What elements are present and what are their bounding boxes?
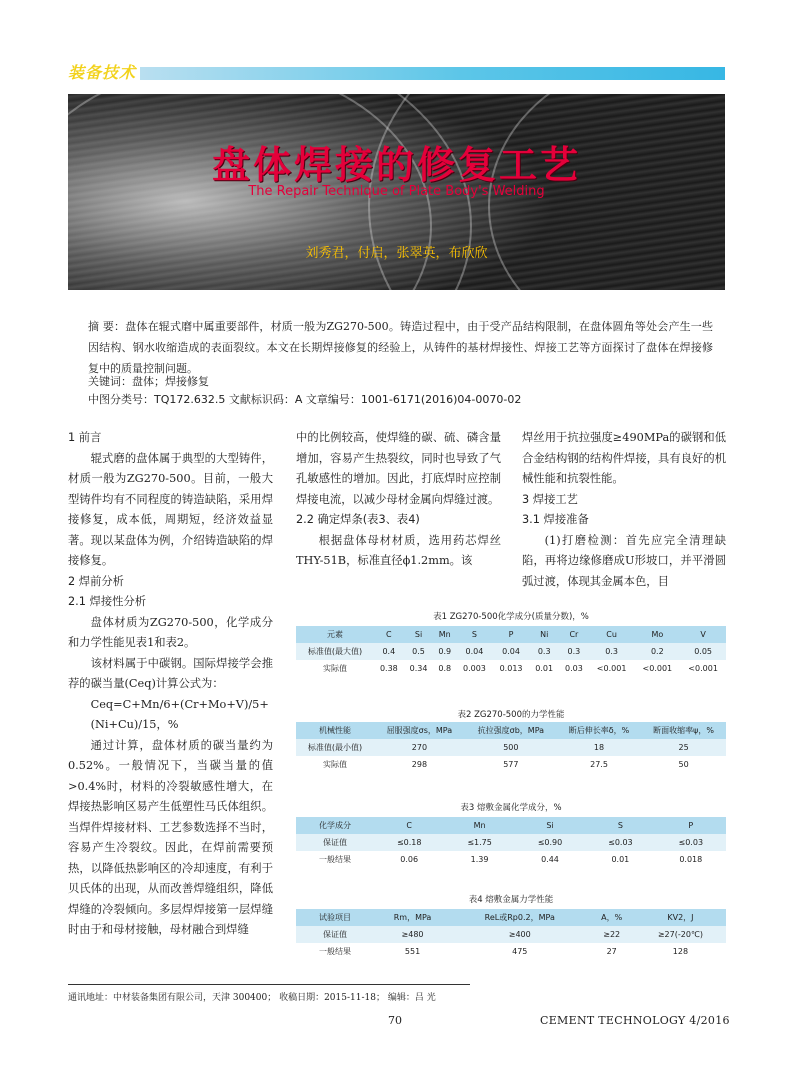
table-cell: 0.01 [529,660,559,677]
table-row [296,739,726,756]
body-column-1 [68,428,273,941]
page-number: 70 [388,1014,402,1027]
table-4-caption: 表4 熔敷金属力学性能 [468,895,554,905]
table-1-caption: 表1 ZG270-500化学成分(质量分数)，% [433,612,589,622]
table-cell: 抗拉强度σb，MPa [465,722,557,739]
table-cell: 0.013 [493,660,530,677]
table-cell: 0.2 [634,643,680,660]
paragraph: (1)打磨检测：首先应完全清理缺陷，再将边缘修磨成U形坡口，并平滑圆弧过渡，体现其金属本色，目 [522,533,726,588]
paragraph: Ceq=C+Mn/6+(Cr+Mo+V)/5+(Ni+Cu)/15，% [90,697,269,731]
table-cell: 0.9 [433,643,456,660]
table-cell: P [656,817,726,834]
table-cell: <0.001 [680,660,726,677]
keywords: 关键词：盘体；焊接修复 [88,375,209,388]
table-row [296,660,726,677]
table-2-caption: 表2 ZG270-500的力学性能 [457,710,565,720]
table-cell: 0.3 [589,643,635,660]
table-cell: ≤0.18 [374,834,444,851]
section-heading: 3 焊接工艺 [522,492,578,506]
table-3-caption: 表3 熔敷金属化学成分，% [460,803,562,813]
table-cell: ≤1.75 [444,834,514,851]
table-cell: 27 [588,943,634,960]
footnote: 通讯地址：中材装备集团有限公司，天津 300400； 收稿日期：2015-11-18； 编辑：吕 光 [68,993,436,1003]
table-cell: S [585,817,655,834]
body-column-3 [522,428,726,592]
table-cell: 0.04 [456,643,493,660]
table-cell: 500 [465,739,557,756]
table-cell: 0.5 [404,643,434,660]
table-cell: 0.34 [404,660,434,677]
table-cell: 化学成分 [296,817,374,834]
table-header-row [296,626,726,643]
section-heading: 2.1 焊接性分析 [68,595,147,608]
section-heading: 2.2 确定焊条(表3、表4) [296,513,420,526]
table-cell: ≥480 [374,926,451,943]
table-cell: Rm，MPa [374,909,451,926]
table-cell: Cu [589,626,635,643]
abstract [88,316,713,379]
table-header-row [296,722,726,739]
table-cell: 0.04 [493,643,530,660]
table-cell: ReL或Rp0.2，MPa [451,909,588,926]
table-cell: Mo [634,626,680,643]
table-cell: Ni [529,626,559,643]
table-cell: <0.001 [634,660,680,677]
table-cell: 保证值 [296,926,374,943]
table-header-row [296,817,726,834]
table-cell: 0.06 [374,851,444,868]
table-row [296,851,726,868]
table-cell: 0.38 [374,660,404,677]
article-authors: 刘秀君，付启，张翠英，布欣欣 [305,246,488,261]
article-title: 盘体焊接的修复工艺 [211,143,581,187]
table-cell: 0.44 [515,851,585,868]
table-cell: ≥27(-20℃) [635,926,726,943]
table-cell: C [374,817,444,834]
table-cell: 475 [451,943,588,960]
table-cell: S [456,626,493,643]
table-cell: 27.5 [557,756,641,773]
table-cell: 标准值(最大值) [296,643,374,660]
paragraph: 焊丝用于抗拉强度≥490MPa的碳钢和低合金结构钢的结构件焊接，具有良好的机械性能和抗裂性能。 [522,431,726,485]
table-cell: Si [404,626,434,643]
table-cell: 551 [374,943,451,960]
table-cell: KV2，J [635,909,726,926]
section-heading: 3.1 焊接准备 [522,513,589,526]
table-cell: 1.39 [444,851,514,868]
table-cell: 一般结果 [296,851,374,868]
table-cell: 保证值 [296,834,374,851]
table-cell: 机械性能 [296,722,374,739]
table-4 [296,909,726,960]
table-2 [296,722,726,773]
table-cell: 18 [557,739,641,756]
table-cell: 0.03 [559,660,589,677]
table-cell: 实际值 [296,660,374,677]
table-row [296,756,726,773]
table-cell: 0.05 [680,643,726,660]
section-heading: 2 焊前分析 [68,574,124,588]
table-cell: 0.018 [656,851,726,868]
table-cell: P [493,626,530,643]
table-cell: A，% [588,909,634,926]
table-cell: 试验项目 [296,909,374,926]
paragraph: 辊式磨的盘体属于典型的大型铸件，材质一般为ZG270-500。目前，一般大型铸件均有不同程度的铸造缺陷，采用焊接修复，成本低，周期短，经济效益显著。现以某盘体为例，介绍铸造缺陷的焊接修复。 [68,451,273,567]
article-subtitle: The Repair Technique of Plate Body's Welding [248,184,545,199]
table-cell: C [374,626,404,643]
body-column-2 [296,428,501,572]
table-cell: 断后伸长率δ，% [557,722,641,739]
table-cell: 298 [374,756,465,773]
table-cell: 50 [641,756,726,773]
paragraph: 中的比例较高，使焊缝的碳、硫、磷含量增加，容易产生热裂纹，同时也导致了气孔敏感性的增加。因此，打底焊时应控制焊接电流，以减少母材金属向焊缝过渡。 [296,431,501,506]
table-cell: ≤0.03 [656,834,726,851]
title-banner [68,94,725,290]
table-row [296,834,726,851]
table-cell: 实际值 [296,756,374,773]
table-header-row [296,909,726,926]
table-cell: 0.01 [585,851,655,868]
table-cell: 128 [635,943,726,960]
paragraph: 盘体材质为ZG270-500，化学成分和力学性能见表1和表2。 [68,615,273,649]
section-heading: 1 前言 [68,431,102,444]
table-cell: ≤0.03 [585,834,655,851]
table-row [296,943,726,960]
journal-name: CEMENT TECHNOLOGY 4/2016 [540,1014,730,1027]
paragraph: 通过计算，盘体材质的碳当量约为0.52%。一般情况下，当碳当量的值>0.4%时，材料的冷裂敏感性增大，在焊接热影响区易产生低塑性马氏体组织。当焊件焊接材料、工艺参数选择不当时，容易产生冷裂纹。因此，在焊前需要预热，以降低热影响区的冷却速度，有利于贝氏体的出现，从而改善焊缝组织，降低焊缝的冷裂倾向。多层焊焊接第一层焊缝时由于和母材接触，母材融合到焊缝 [68,738,273,936]
table-cell: 标准值(最小值) [296,739,374,756]
table-cell: V [680,626,726,643]
section-tag: 装备技术 [68,63,137,82]
table-row [296,926,726,943]
table-cell: 0.8 [433,660,456,677]
table-cell: <0.001 [589,660,635,677]
table-cell: Mn [444,817,514,834]
table-cell: 断面收缩率ψ，% [641,722,726,739]
table-row [296,643,726,660]
table-cell: Si [515,817,585,834]
table-cell: 屈服强度σs，MPa [374,722,465,739]
table-cell: 元素 [296,626,374,643]
paragraph: 该材料属于中碳钢。国际焊接学会推荐的碳当量(Ceq)计算公式为： [68,656,273,690]
table-cell: 25 [641,739,726,756]
paragraph: 根据盘体母材材质，选用药芯焊丝THY-51B，标准直径ϕ1.2mm。该 [296,533,501,567]
table-cell: ≥22 [588,926,634,943]
table-cell: 0.3 [529,643,559,660]
section-bar [140,67,725,80]
table-cell: 577 [465,756,557,773]
table-1 [296,626,726,677]
table-cell: 0.003 [456,660,493,677]
table-cell: 0.4 [374,643,404,660]
footnote-divider [68,984,470,985]
table-3 [296,817,726,868]
table-cell: 一般结果 [296,943,374,960]
table-cell: Mn [433,626,456,643]
table-cell: 270 [374,739,465,756]
table-cell: 0.3 [559,643,589,660]
table-cell: Cr [559,626,589,643]
table-cell: ≤0.90 [515,834,585,851]
table-cell: ≥400 [451,926,588,943]
classification: 中图分类号：TQ172.632.5 文献标识码：A 文章编号：1001-6171(2016)04-0070-02 [88,393,522,406]
abstract-text: 摘 要：盘体在辊式磨中属重要部件，材质一般为ZG270-500。铸造过程中，由于受产品结构限制，在盘体圆角等处会产生一些因结构、钢水收缩造成的表面裂纹。本文在长期焊接修复的经验上，从铸件的基材焊接性、焊接工艺等方面探讨了盘体在焊接修复中的质量控制问题。 [88,320,713,375]
